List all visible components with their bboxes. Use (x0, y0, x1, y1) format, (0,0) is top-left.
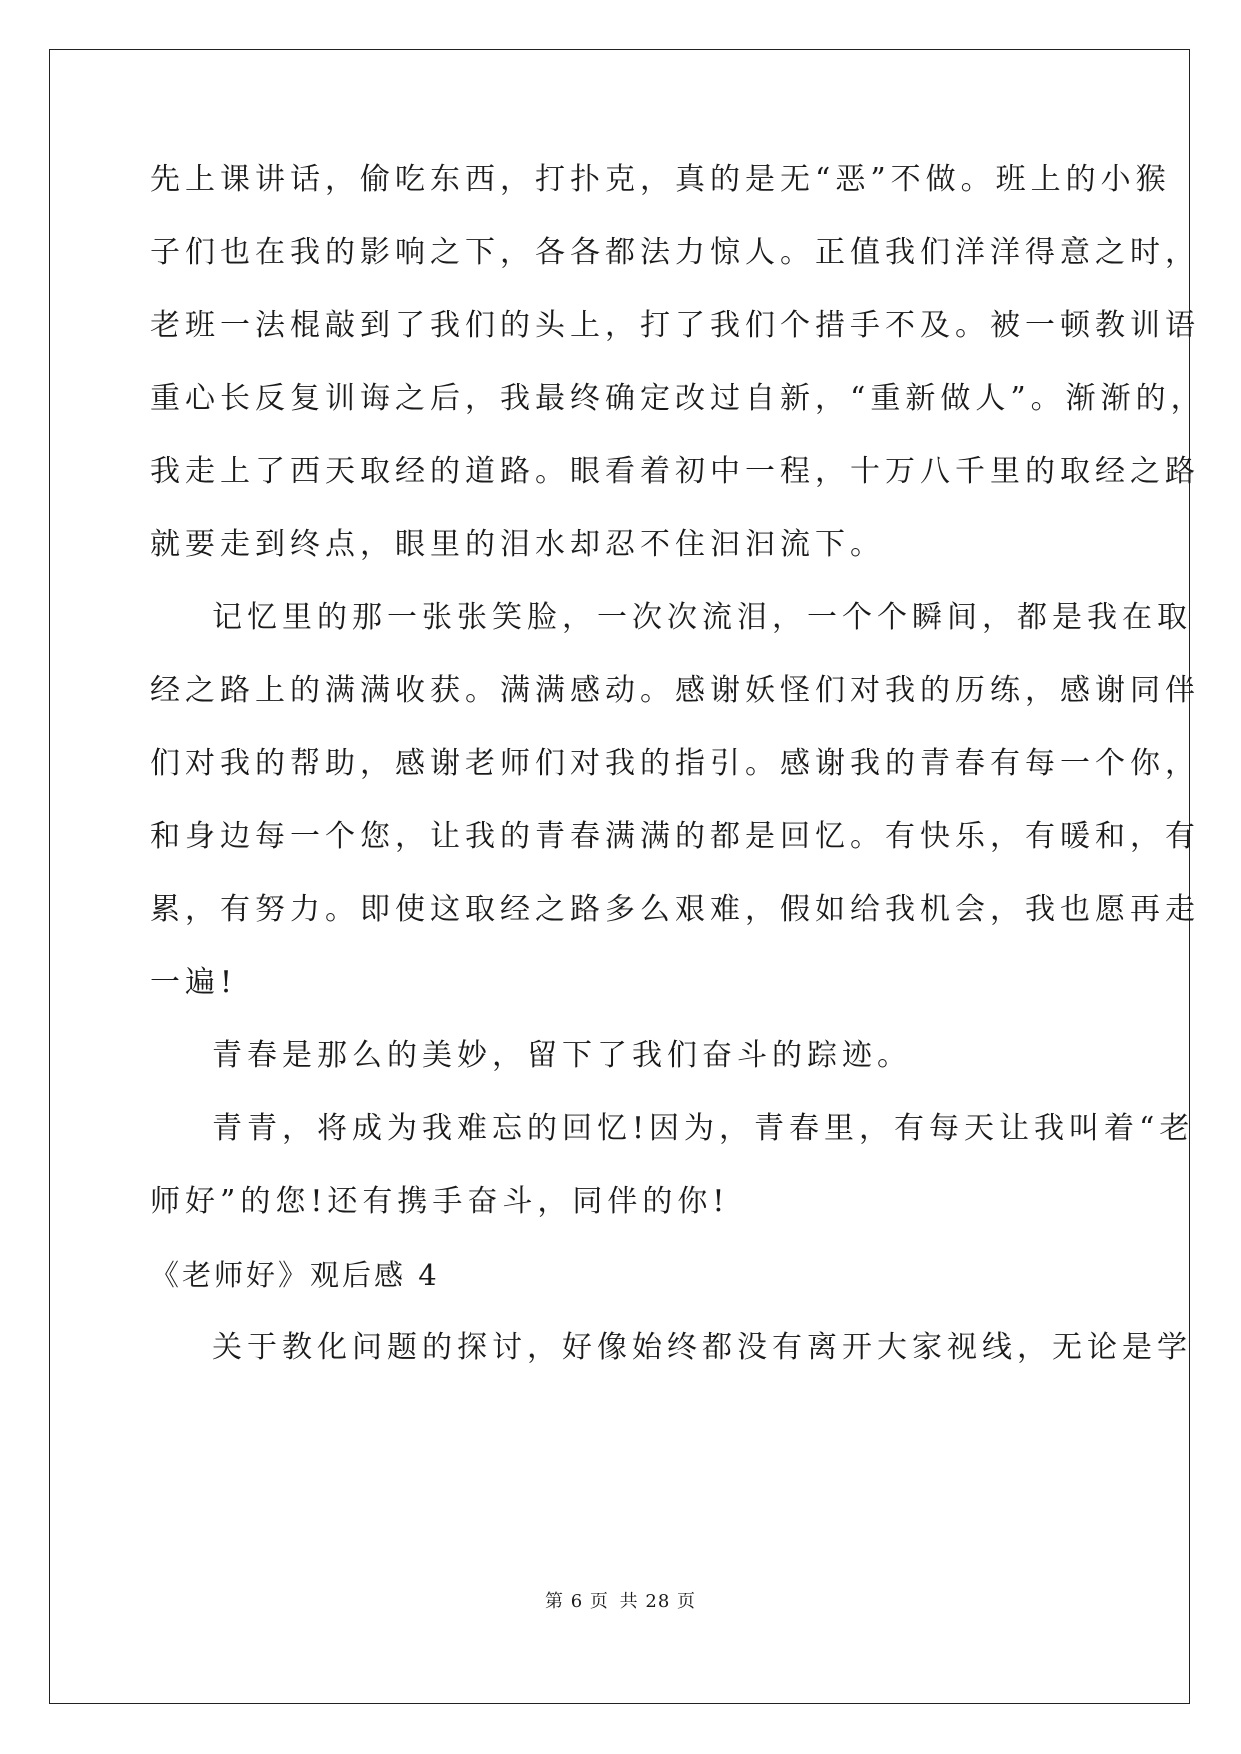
page-border (49, 49, 1190, 1704)
section-heading: 《老师好》观后感 4 (150, 1258, 440, 1292)
body-line: 子们也在我的影响之下，各各都法力惊人。正值我们洋洋得意之时， (150, 235, 1200, 270)
body-line: 我走上了西天取经的道路。眼看着初中一程，十万八千里的取经之路 (150, 454, 1200, 489)
body-line: 累，有努力。即使这取经之路多么艰难，假如给我机会，我也愿再走 (150, 892, 1200, 927)
body-line: 一遍! (150, 965, 238, 1000)
total-pages: 共 28 页 (619, 1591, 696, 1612)
page-footer (0, 1590, 1241, 1614)
body-line: 经之路上的满满收获。满满感动。感谢妖怪们对我的历练，感谢同伴 (150, 673, 1200, 708)
body-line: 师好”的您!还有携手奋斗，同伴的你! (150, 1184, 730, 1219)
page-number: 第 6 页 (545, 1591, 609, 1612)
body-line: 们对我的帮助，感谢老师们对我的指引。感谢我的青春有每一个你， (150, 746, 1200, 781)
body-line: 老班一法棍敲到了我们的头上，打了我们个措手不及。被一顿教训语 (150, 308, 1200, 343)
body-line: 先上课讲话，偷吃东西，打扑克，真的是无“恶”不做。班上的小猴 (150, 162, 1171, 197)
paragraph-start-line: 记忆里的那一张张笑脸，一次次流泪，一个个瞬间，都是我在取 (212, 600, 1192, 635)
paragraph-start-line: 关于教化问题的探讨，好像始终都没有离开大家视线，无论是学 (212, 1330, 1192, 1365)
paragraph-start-line: 青春是那么的美妙，留下了我们奋斗的踪迹。 (212, 1038, 912, 1073)
body-line: 就要走到终点，眼里的泪水却忍不住汩汩流下。 (150, 527, 885, 562)
paragraph-start-line: 青青，将成为我难忘的回忆!因为，青春里，有每天让我叫着“老 (212, 1111, 1195, 1146)
body-line: 重心长反复训诲之后，我最终确定改过自新，“重新做人”。渐渐的， (150, 381, 1206, 416)
body-line: 和身边每一个您，让我的青春满满的都是回忆。有快乐，有暖和，有 (150, 819, 1200, 854)
